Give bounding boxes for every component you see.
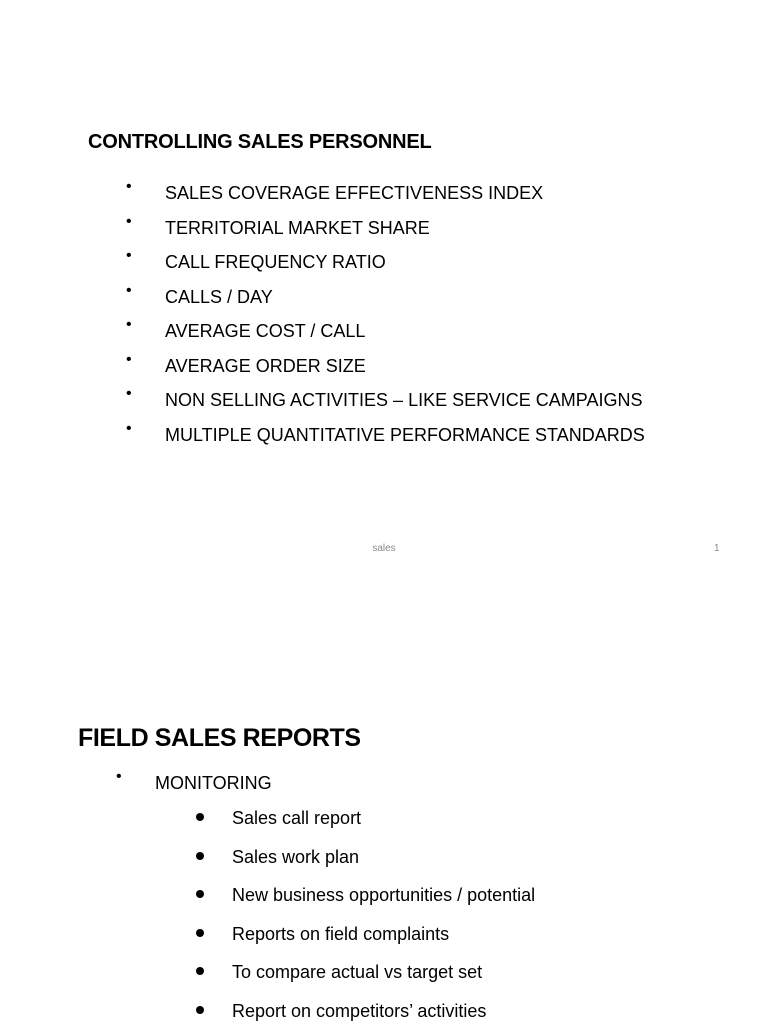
- list-item-text: CALLS / DAY: [165, 286, 273, 307]
- bullet-icon: •: [116, 768, 122, 785]
- list-item-text: MULTIPLE QUANTITATIVE PERFORMANCE STANDARDS: [165, 424, 645, 445]
- list-item-text: CALL FREQUENCY RATIO: [165, 252, 386, 272]
- list-item-text: Sales work plan: [232, 846, 360, 867]
- list-item-text: To compare actual vs target set: [232, 962, 483, 982]
- bullet-icon: •: [126, 281, 132, 299]
- bullet-icon: •: [126, 316, 132, 333]
- bullet-icon: •: [126, 178, 132, 195]
- list-item-text: Report on competitors’ activities: [232, 1000, 487, 1021]
- list-item-text: Reports on field complaints: [232, 923, 450, 944]
- bullet-icon: •: [126, 247, 132, 264]
- list-item-text: NON SELLING ACTIVITIES – LIKE SERVICE CAMPAIGNS: [165, 390, 643, 410]
- bullet-icon: •: [126, 212, 132, 230]
- bullet-icon: •: [126, 385, 132, 402]
- list-item-text: MONITORING: [155, 773, 272, 793]
- bullet-dot-icon: [196, 852, 204, 860]
- list-item-text: TERRITORIAL MARKET SHARE: [165, 217, 430, 238]
- list-item-text: AVERAGE COST / CALL: [165, 321, 366, 341]
- list-item-text: New business opportunities / potential: [232, 885, 536, 905]
- bullet-dot-icon: [196, 967, 204, 975]
- list-item-level1: [0, 770, 768, 800]
- list-item-text: AVERAGE ORDER SIZE: [165, 355, 366, 376]
- bullet-dot-icon: [196, 890, 204, 898]
- bullet-dot-icon: [196, 1006, 204, 1014]
- bullet-dot-icon: [196, 929, 204, 937]
- slide-footer-text: sales: [372, 543, 396, 554]
- slide-2: [0, 580, 768, 1024]
- bullet-icon: •: [126, 419, 132, 437]
- bullet-icon: •: [126, 350, 132, 368]
- slide-1-title: CONTROLLING SALES PERSONNEL: [88, 131, 432, 153]
- bullet-dot-icon: [196, 813, 204, 821]
- slide-2-title: FIELD SALES REPORTS: [78, 724, 361, 752]
- list-item-text: SALES COVERAGE EFFECTIVENESS INDEX: [165, 183, 544, 203]
- list-item-text: Sales call report: [232, 808, 362, 828]
- slide-page-number: 1: [714, 543, 720, 554]
